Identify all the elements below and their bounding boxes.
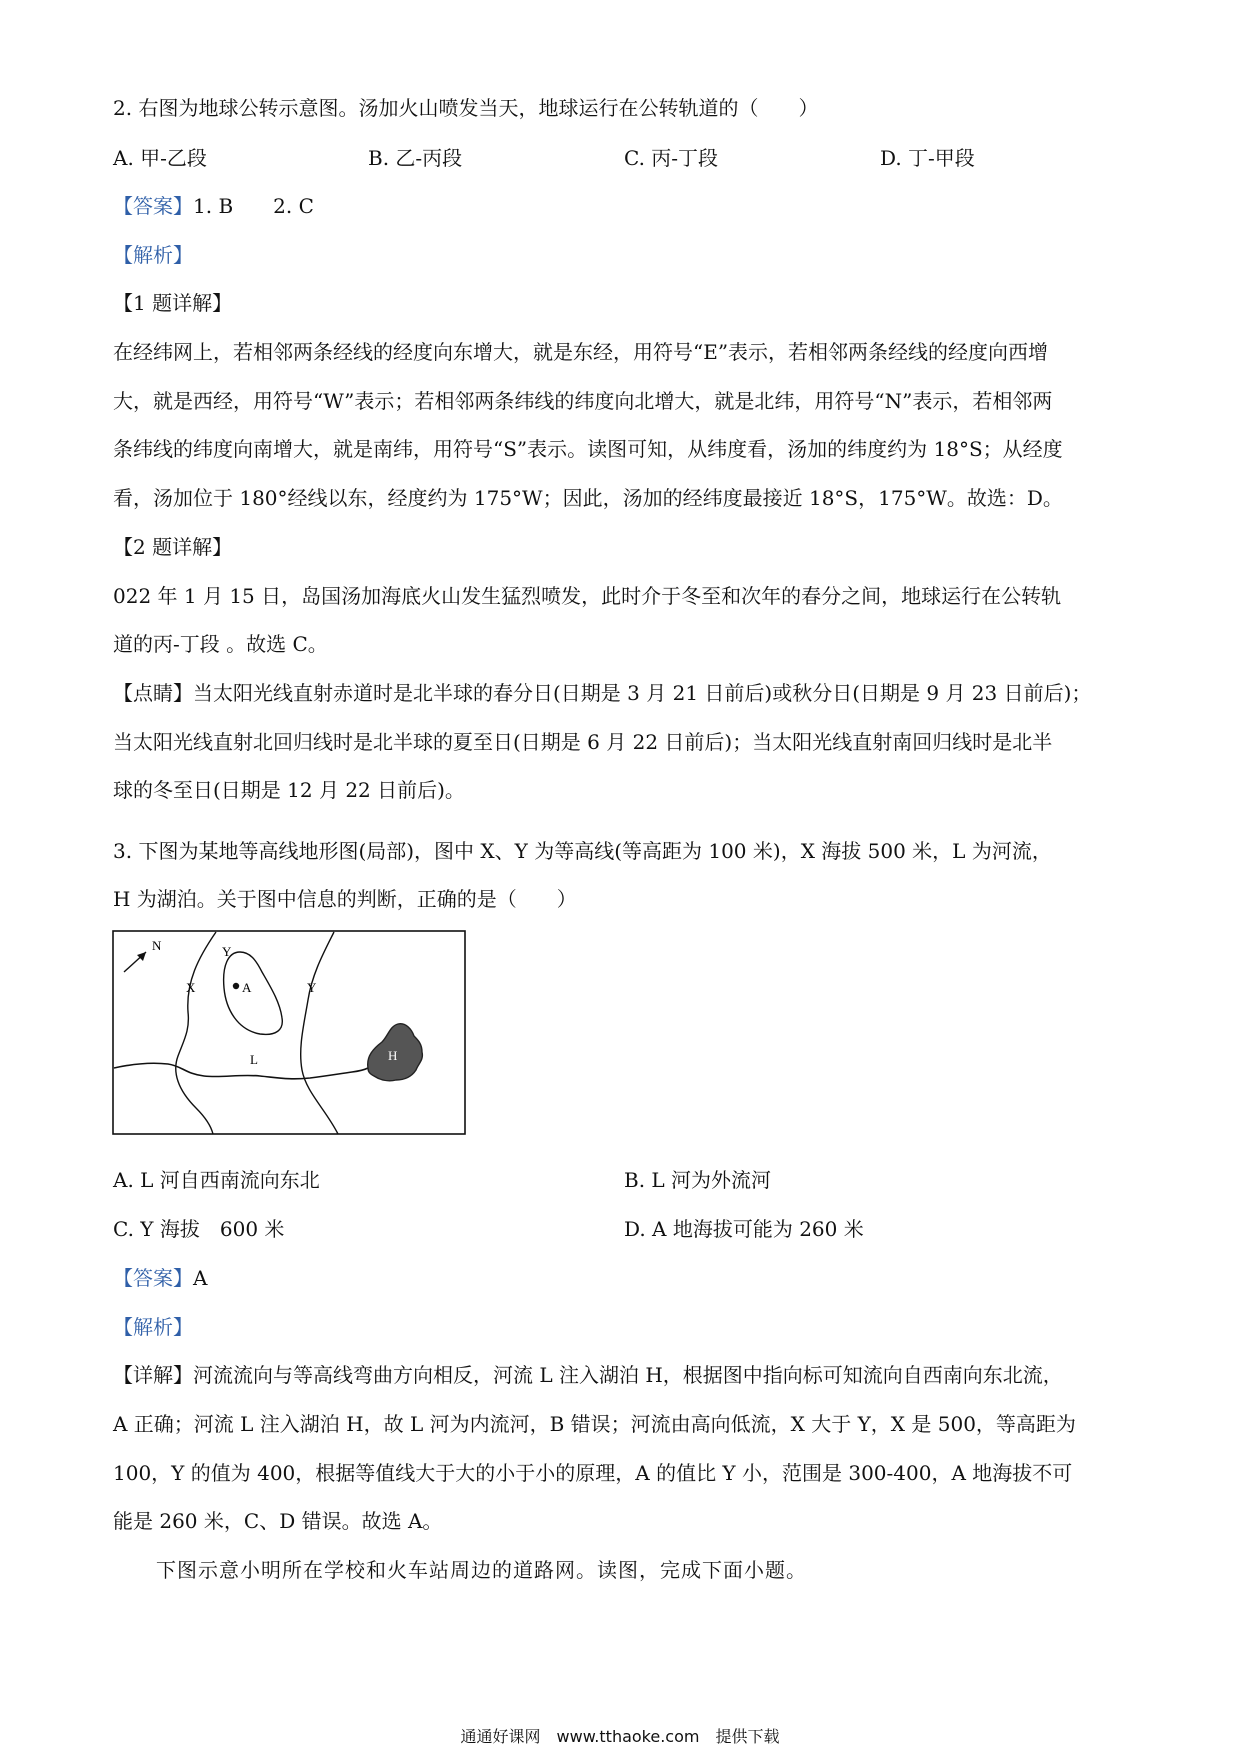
north-label: N <box>152 938 162 953</box>
q3-option-d: D. A 地海拔可能为 260 米 <box>624 1217 864 1241</box>
river-l-label: L <box>250 1052 258 1067</box>
q1-detail-line: 在经纬网上，若相邻两条经线的经度向东增大，就是东经，用符号“E”表示，若相邻两条经线的经度向西增 <box>113 340 1049 364</box>
point-a <box>233 983 239 989</box>
contour-map <box>112 930 466 1135</box>
next-intro: 下图示意小明所在学校和火车站周边的道路网。读图，完成下面小题。 <box>156 1558 807 1582</box>
q2-detail-line: 022 年 1 月 15 日，岛国汤加海底火山发生猛烈喷发，此时介于冬至和次年的春分之间，地球运行在公转轨 <box>113 584 1062 608</box>
q2-detail-head: 【2 题详解】 <box>113 535 233 559</box>
lake-h-label: H <box>388 1048 398 1063</box>
answer-tag: 【答案】 <box>113 194 193 218</box>
q3-stem-line: H 为湖泊。关于图中信息的判断，正确的是（ ） <box>113 887 577 911</box>
q2-stem: 2. 右图为地球公转示意图。汤加火山喷发当天，地球运行在公转轨道的（ ） <box>113 96 819 120</box>
q3-option-c: C. Y 海拔 600 米 <box>113 1217 285 1241</box>
answer-text: 1. B 2. C <box>193 194 314 218</box>
tips-line: 【点睛】当太阳光线直射赤道时是北半球的春分日(日期是 3 月 21 日前后)或秋分日(日期是 9 月 23 日前后)； <box>113 681 1092 705</box>
tips-line: 当太阳光线直射北回归线时是北半球的夏至日(日期是 6 月 22 日前后)；当太阳光线直射南回归线时是北半 <box>113 730 1053 754</box>
q1-detail-line: 大，就是西经，用符号“W”表示；若相邻两条纬线的纬度向北增大，就是北纬，用符号“N”表示，若相邻两 <box>113 389 1053 413</box>
point-a-label: A <box>242 980 252 995</box>
q3-option-a: A. L 河自西南流向东北 <box>113 1168 320 1192</box>
q3-detail-line: A 正确；河流 L 注入湖泊 H，故 L 河为内流河，B 错误；河流由高向低流，X 大于 Y，X 是 500，等高距为 <box>113 1412 1076 1436</box>
q3-answer-line <box>113 1264 207 1292</box>
q1-detail-head: 【1 题详解】 <box>113 291 233 315</box>
q3-stem-line: 3. 下图为某地等高线地形图(局部)，图中 X、Y 为等高线(等高距为 100 米)，X 海拔 500 米，L 为河流， <box>113 839 1052 863</box>
q3-option-b: B. L 河为外流河 <box>624 1168 772 1192</box>
q3-analysis-tag: 【解析】 <box>113 1315 193 1339</box>
contour-y-closed-label: Y <box>222 944 232 959</box>
q2-option-b: B. 乙-丙段 <box>368 146 463 170</box>
q1-detail-line: 看，汤加位于 180°经线以东，经度约为 175°W；因此，汤加的经纬度最接近 18°S，175°W。故选：D。 <box>113 486 1063 510</box>
contour-x-label: X <box>186 980 196 995</box>
q3-detail-line: 能是 260 米，C、D 错误。故选 A。 <box>113 1509 443 1533</box>
q3-detail-line: 100，Y 的值为 400，根据等值线大于大的小于小的原理，A 的值比 Y 小，范围是 300-400，A 地海拔不可 <box>113 1461 1073 1485</box>
q2-option-a: A. 甲-乙段 <box>113 146 207 170</box>
q2-detail-line: 道的丙-丁段 。故选 C。 <box>113 632 328 656</box>
q3-answer-tag: 【答案】 <box>113 1266 193 1290</box>
q3-detail-line: 【详解】河流流向与等高线弯曲方向相反，河流 L 注入湖泊 H，根据图中指向标可知流向自西南向东北流， <box>113 1363 1063 1387</box>
tips-line: 球的冬至日(日期是 12 月 22 日前后)。 <box>113 778 465 802</box>
analysis-tag: 【解析】 <box>113 243 193 267</box>
answer-line <box>113 192 314 220</box>
page-footer: 通通好课网 www.tthaoke.com 提供下载 <box>460 1727 780 1746</box>
q1-detail-line: 条纬线的纬度向南增大，就是南纬，用符号“S”表示。读图可知，从纬度看，汤加的纬度约为 18°S；从经度 <box>113 437 1063 461</box>
contour-y-label: Y <box>307 980 317 995</box>
q3-answer-text: A <box>193 1266 208 1290</box>
q2-option-c: C. 丙-丁段 <box>624 146 719 170</box>
q2-option-d: D. 丁-甲段 <box>880 146 975 170</box>
